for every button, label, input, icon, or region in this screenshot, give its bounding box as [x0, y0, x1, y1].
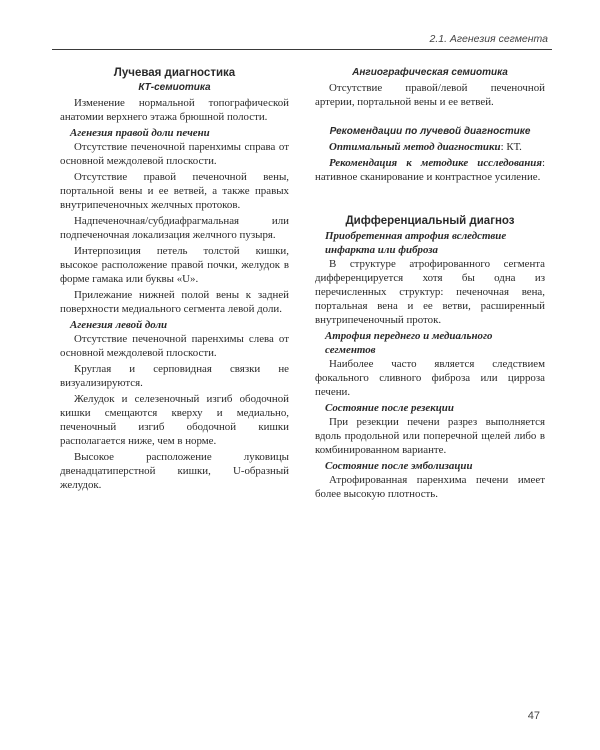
running-head: 2.1. Агенезия сегмента: [429, 33, 548, 45]
heading-right-lobe-agenesis: Агенезия правой доли печени: [70, 127, 210, 139]
header-rule: [52, 49, 552, 50]
paragraph: Желудок и селезеночный изгиб ободочной кишки смещаются кверху и медиально, печеночный изгиб ободочной кишки располагается ниже, чем в норме.: [60, 393, 289, 447]
section-title-radiology: Лучевая диагностика: [113, 67, 236, 79]
method-value: : нативное сканирование и контрастное усиление.: [315, 157, 545, 183]
paragraph: В структуре атрофированного сегмента дифференцируется хотя бы одна из перечисленных структур: печеночная вена, портальная вена и ее ветви, расширенный внутрипеченочный проток.: [315, 258, 545, 326]
paragraph: Высокое расположение луковицы двенадцатиперстной кишки, U-образный желудок.: [60, 451, 289, 491]
left-column: [60, 66, 289, 494]
paragraph: Отсутствие печеночной паренхимы слева от основной междолевой плоскости.: [60, 333, 289, 359]
heading-differential-diagnosis: Дифференциальный диагноз: [345, 215, 515, 227]
heading-acquired-atrophy-line1: Приобретенная атрофия вследствие: [325, 230, 507, 242]
heading-left-lobe-agenesis: Агенезия левой доли: [70, 319, 168, 331]
intro-paragraph: Изменение нормальной топографической анатомии верхнего этажа брюшной полости.: [60, 97, 289, 123]
paragraph: Надпеченочная/субдиафрагмальная или подпеченочная локализация желчного пузыря.: [60, 215, 289, 241]
optimal-method-value: : КТ.: [500, 141, 522, 153]
paragraph: Отсутствие печеночной паренхимы справа от основной междолевой плоскости.: [60, 141, 289, 167]
paragraph: Наиболее часто является следствием фокального сливного фиброза или цирроза печени.: [315, 358, 545, 398]
paragraph: Отсутствие правой/левой печеночной артерии, портальной вены и ее ветвей.: [315, 82, 545, 108]
paragraph: Прилежание нижней полой вены к задней поверхности медиального сегмента левой доли.: [60, 289, 289, 315]
page-number: 47: [527, 710, 540, 722]
heading-anterior-medial-atrophy: Атрофия переднего и медиального сегментов: [325, 330, 493, 356]
heading-acquired-atrophy-line2: инфаркта или фиброза: [325, 244, 438, 256]
method-label: Рекомендация к методике исследования: [329, 157, 542, 169]
paragraph: При резекции печени разрез выполняется вдоль продольной или поперечной щелей либо в комбинированном варианте.: [315, 416, 545, 456]
method-paragraph: [315, 156, 545, 184]
paragraph: Интерпозиция петель толстой кишки, высокое расположение правой почки, желудок в форме гамака или буквы «U».: [60, 245, 289, 285]
paragraph: Отсутствие правой печеночной вены, портальной вены и ее ветвей, а также правых внутрипеченочных желчных протоков.: [60, 171, 289, 211]
optimal-method-label: Оптимальный метод диагностики: [329, 141, 501, 153]
heading-angiography: Ангиографическая семиотика: [352, 67, 508, 78]
heading-post-embolization: Состояние после эмболизации: [325, 460, 473, 472]
heading-recommendations: Рекомендации по лучевой диагностике: [329, 126, 531, 137]
optimal-method-paragraph: [315, 140, 545, 154]
paragraph: Круглая и серповидная связки не визуализируются.: [60, 363, 289, 389]
paragraph: Атрофированная паренхима печени имеет более высокую плотность.: [315, 474, 545, 500]
heading-post-resection: Состояние после резекции: [325, 402, 454, 414]
subsection-title-ct: КТ-семиотика: [138, 82, 211, 93]
right-column: [315, 66, 545, 503]
